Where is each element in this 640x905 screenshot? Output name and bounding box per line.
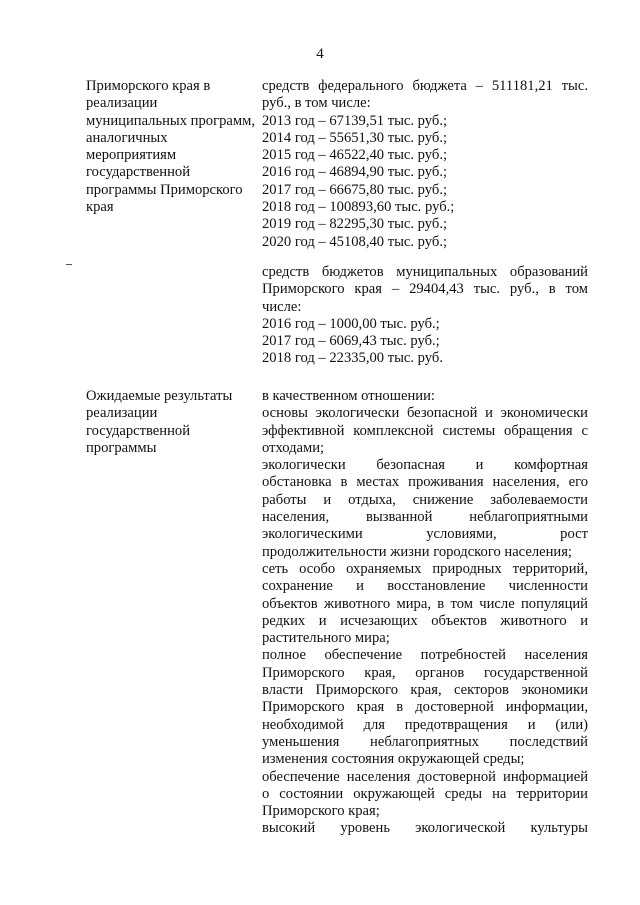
funding-label-line: края — [86, 199, 114, 216]
federal-line: средств федерального бюджета – 511181,21 тыс. — [262, 78, 588, 94]
funding-label-line: мероприятиям — [86, 147, 177, 164]
funding-label-line: государственной — [86, 164, 191, 181]
results-line: изменения состояния окружающей среды; — [262, 751, 525, 768]
federal-line: 2017 год – 66675,80 тыс. руб.; — [262, 181, 448, 198]
municipal-line: Приморского края – 29404,43 тыс. руб., в том — [262, 281, 588, 298]
results-line: редких и исчезающих объектов животного и — [262, 612, 588, 629]
results-line: необходимой для предотвращения и (или) — [262, 716, 588, 733]
federal-line: 2015 год – 46522,40 тыс. руб.; — [262, 147, 448, 164]
funding-label-line: муниципальных программ, — [86, 112, 255, 129]
results-label-line: реализации — [86, 405, 158, 422]
federal-line: 2016 год – 46894,90 тыс. руб.; — [262, 164, 448, 181]
results-line: Приморского края, органов государственной — [262, 664, 588, 681]
results-line: Приморского края; — [262, 803, 380, 820]
page-number: 4 — [316, 46, 324, 62]
results-line: продолжительности жизни городского населения; — [262, 543, 572, 560]
municipal-line: числе: — [262, 298, 302, 315]
results-line: населения, вызванной неблагоприятными — [262, 509, 588, 526]
results-line: о состоянии окружающей среды на территории — [262, 785, 588, 802]
municipal-line: средств бюджетов муниципальных образований — [262, 264, 588, 280]
results-line: полное обеспечение потребностей населения — [262, 647, 588, 664]
results-line: объектов животного мира, в том числе популяций — [262, 595, 588, 612]
results-line: отходами; — [262, 439, 325, 456]
results-line: экологически безопасная и комфортная — [262, 457, 588, 474]
funding-label — [86, 78, 255, 216]
results-line: высокий уровень экологической культуры — [262, 820, 588, 837]
results-line: сеть особо охраняемых природных территорий, — [262, 560, 588, 577]
federal-line: 2019 год – 82295,30 тыс. руб.; — [262, 216, 448, 233]
federal-budget-block — [262, 78, 588, 251]
results-line: экологическими условиями, рост — [262, 526, 588, 543]
results-line: обеспечение населения достоверной информацией — [262, 768, 588, 785]
federal-line: руб., в том числе: — [262, 95, 371, 112]
municipal-budget-block — [262, 264, 588, 368]
federal-line: 2020 год – 45108,40 тыс. руб.; — [262, 233, 448, 250]
municipal-line: 2017 год – 6069,43 тыс. руб.; — [262, 333, 440, 350]
results-line: растительного мира; — [262, 630, 390, 647]
funding-label-line: реализации — [86, 95, 158, 112]
federal-line: 2018 год – 100893,60 тыс. руб.; — [262, 199, 455, 216]
results-label-line: программы — [86, 439, 157, 456]
results-block — [262, 388, 588, 838]
margin-mark — [66, 264, 72, 265]
funding-label-line: программы Приморского — [86, 181, 243, 198]
municipal-line: 2018 год – 22335,00 тыс. руб. — [262, 350, 443, 367]
funding-label-line: аналогичных — [86, 129, 168, 146]
results-line: в качественном отношении: — [262, 388, 435, 404]
results-line: уменьшения неблагоприятных последствий — [262, 733, 588, 750]
results-label — [86, 388, 248, 457]
federal-line: 2014 год – 55651,30 тыс. руб.; — [262, 129, 448, 146]
funding-label-line: Приморского края в — [86, 78, 211, 94]
results-line: эффективной комплексной системы обращения с — [262, 422, 588, 439]
results-line: основы экологически безопасной и экономически — [262, 405, 588, 422]
municipal-line: 2016 год – 1000,00 тыс. руб.; — [262, 315, 440, 332]
results-label-line: государственной — [86, 422, 191, 439]
results-line: обстановка в местах проживания населения, его — [262, 474, 588, 491]
results-label-line: Ожидаемые результаты — [86, 388, 233, 404]
results-line: сохранение и восстановление численности — [262, 578, 588, 595]
results-line: Приморского края в достоверной информации, — [262, 699, 588, 716]
federal-line: 2013 год – 67139,51 тыс. руб.; — [262, 112, 448, 129]
results-line: власти Приморского края, секторов экономики — [262, 682, 588, 699]
results-line: работы и отдыха, снижение заболеваемости — [262, 491, 588, 508]
